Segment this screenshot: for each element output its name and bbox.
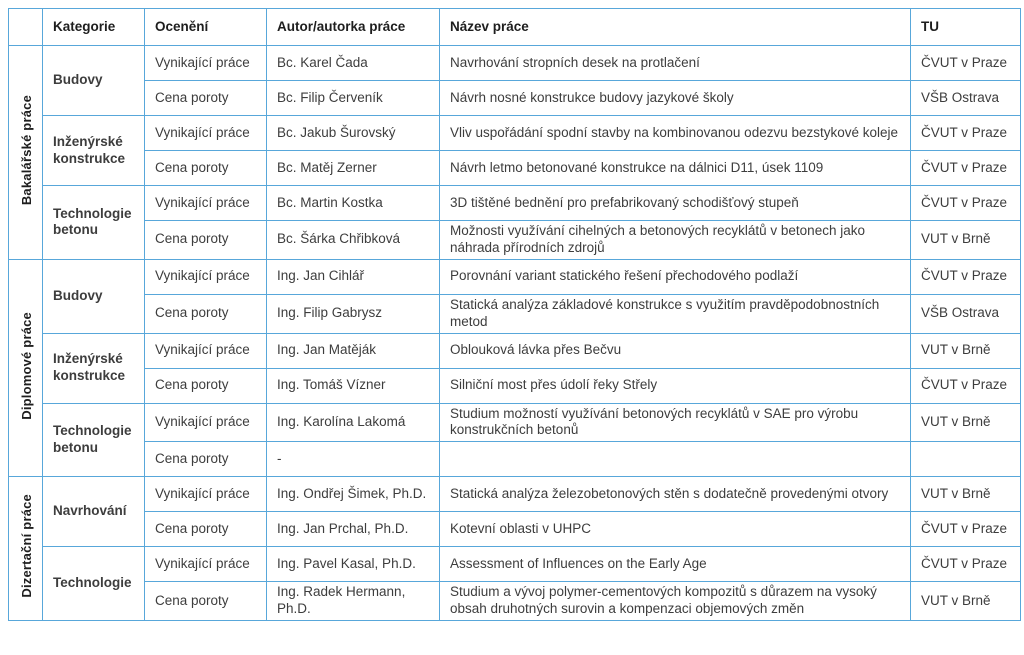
category-cell: Technologie betonu [43,403,145,477]
award-cell: Cena poroty [145,442,267,477]
title-cell: Assessment of Influences on the Early Age [440,547,911,582]
header-cell-oceneni: Ocenění [145,9,267,46]
title-cell: Kotevní oblasti v UHPC [440,512,911,547]
category-cell: Budovy [43,259,145,333]
award-cell: Cena poroty [145,582,267,621]
author-cell: Bc. Martin Kostka [267,186,440,221]
award-cell: Cena poroty [145,512,267,547]
table-row [9,442,1021,477]
tu-cell: ČVUT v Praze [911,547,1021,582]
award-cell: Cena poroty [145,368,267,403]
author-cell: Ing. Jan Prchal, Ph.D. [267,512,440,547]
title-cell: Návrh nosné konstrukce budovy jazykové školy [440,81,911,116]
title-cell [440,442,911,477]
table-row [9,512,1021,547]
tu-cell: VŠB Ostrava [911,294,1021,333]
author-cell: Bc. Filip Červeník [267,81,440,116]
table-row [9,46,1021,81]
table-row [9,477,1021,512]
table-row [9,116,1021,151]
section-label-bakalarske: Bakalářské práce [9,46,43,260]
title-cell: Vliv uspořádání spodní stavby na kombinovanou odezvu bezstykové koleje [440,116,911,151]
author-cell: - [267,442,440,477]
tu-cell: VUT v Brně [911,403,1021,442]
category-cell: Inženýrské konstrukce [43,116,145,186]
tu-cell: ČVUT v Praze [911,259,1021,294]
header-cell-autor: Autor/autorka práce [267,9,440,46]
title-cell: Návrh letmo betonované konstrukce na dálnici D11, úsek 1109 [440,151,911,186]
table-row [9,333,1021,368]
header-row [9,9,1021,46]
tu-cell: VUT v Brně [911,582,1021,621]
title-cell: Navrhování stropních desek na protlačení [440,46,911,81]
table-row [9,81,1021,116]
author-cell: Ing. Tomáš Vízner [267,368,440,403]
header-cell-kategorie: Kategorie [43,9,145,46]
award-cell: Vynikající práce [145,186,267,221]
award-cell: Cena poroty [145,294,267,333]
tu-cell [911,442,1021,477]
header-cell-tu: TU [911,9,1021,46]
author-cell: Ing. Ondřej Šimek, Ph.D. [267,477,440,512]
table-row [9,151,1021,186]
title-cell: Statická analýza základové konstrukce s využitím pravděpodobnostních metod [440,294,911,333]
table-row [9,294,1021,333]
award-cell: Vynikající práce [145,547,267,582]
title-cell: Oblouková lávka přes Bečvu [440,333,911,368]
award-cell: Cena poroty [145,151,267,186]
table-row [9,259,1021,294]
award-cell: Vynikající práce [145,259,267,294]
title-cell: Možnosti využívání cihelných a betonových recyklátů v betonech jako náhrada přírodních zdrojů [440,221,911,260]
header-cell-group [9,9,43,46]
tu-cell: VUT v Brně [911,333,1021,368]
tu-cell: VUT v Brně [911,477,1021,512]
award-cell: Vynikající práce [145,46,267,81]
tu-cell: ČVUT v Praze [911,186,1021,221]
tu-cell: ČVUT v Praze [911,116,1021,151]
category-cell: Technologie betonu [43,186,145,260]
award-cell: Cena poroty [145,221,267,260]
category-cell: Inženýrské konstrukce [43,333,145,403]
awards-table [8,8,1021,621]
tu-cell: ČVUT v Praze [911,151,1021,186]
title-cell: 3D tištěné bednění pro prefabrikovaný schodišťový stupeň [440,186,911,221]
title-cell: Statická analýza železobetonových stěn s dodatečně provedenými otvory [440,477,911,512]
tu-cell: ČVUT v Praze [911,368,1021,403]
author-cell: Ing. Jan Cihlář [267,259,440,294]
section-label-dizertacni: Dizertační práce [9,477,43,621]
award-cell: Vynikající práce [145,116,267,151]
author-cell: Ing. Karolína Lakomá [267,403,440,442]
award-cell: Vynikající práce [145,403,267,442]
table-row [9,186,1021,221]
award-cell: Vynikající práce [145,333,267,368]
title-cell: Studium a vývoj polymer-cementových kompozitů s důrazem na vysoký obsah druhotných surovin a kompenzaci objemových změn [440,582,911,621]
author-cell: Ing. Jan Matěják [267,333,440,368]
title-cell: Porovnání variant statického řešení přechodového podlaží [440,259,911,294]
author-cell: Ing. Radek Hermann, Ph.D. [267,582,440,621]
author-cell: Bc. Matěj Zerner [267,151,440,186]
award-cell: Cena poroty [145,81,267,116]
table-row [9,582,1021,621]
section-label-diplomove: Diplomové práce [9,259,43,477]
category-cell: Technologie [43,547,145,621]
category-cell: Navrhování [43,477,145,547]
table-row [9,547,1021,582]
tu-cell: VUT v Brně [911,221,1021,260]
author-cell: Bc. Jakub Šurovský [267,116,440,151]
author-cell: Ing. Filip Gabrysz [267,294,440,333]
category-cell: Budovy [43,46,145,116]
title-cell: Studium možností využívání betonových recyklátů v SAE pro výrobu konstrukčních betonů [440,403,911,442]
award-cell: Vynikající práce [145,477,267,512]
table-row [9,368,1021,403]
tu-cell: ČVUT v Praze [911,46,1021,81]
author-cell: Ing. Pavel Kasal, Ph.D. [267,547,440,582]
tu-cell: VŠB Ostrava [911,81,1021,116]
header-cell-nazev: Název práce [440,9,911,46]
author-cell: Bc. Šárka Chřibková [267,221,440,260]
author-cell: Bc. Karel Čada [267,46,440,81]
table-row [9,403,1021,442]
table-row [9,221,1021,260]
tu-cell: ČVUT v Praze [911,512,1021,547]
title-cell: Silniční most přes údolí řeky Střely [440,368,911,403]
